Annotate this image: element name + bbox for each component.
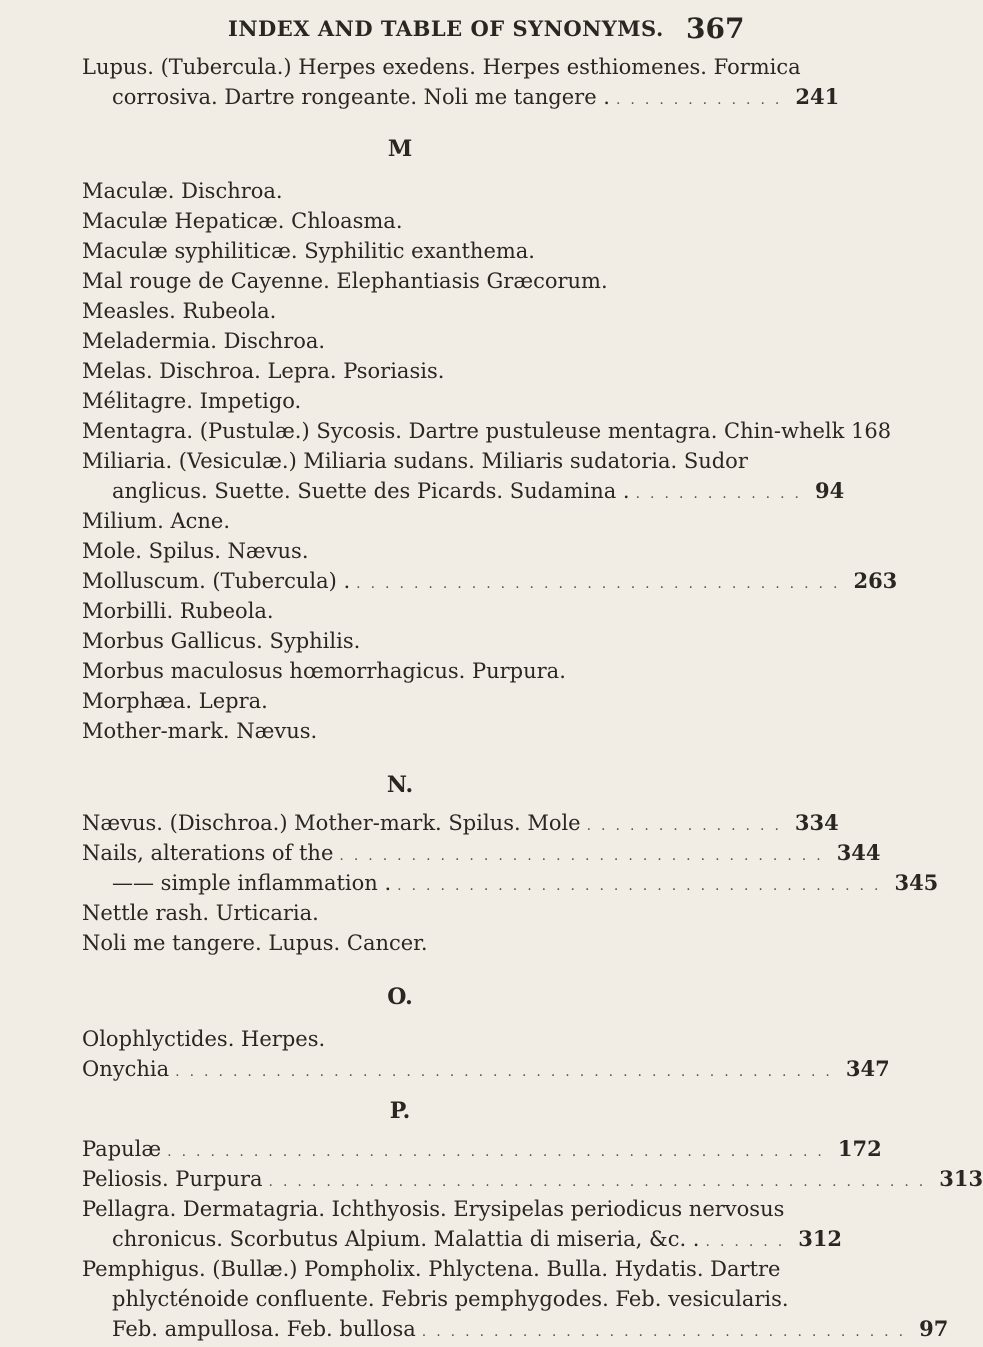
index-entry: Milium. Acne. [82, 509, 230, 533]
index-entry: Morbus maculosus hœmorrhagicus. Purpura. [82, 659, 566, 683]
index-entry: chronicus. Scorbutus Alpium. Malattia di miseria, &c. . ...... 312 [112, 1226, 843, 1251]
index-entry: Miliaria. (Vesiculæ.) Miliaria sudans. Miliaris sudatoria. Sudor [82, 449, 748, 473]
index-entry: Pemphigus. (Bullæ.) Pompholix. Phlyctena. Bulla. Hydatis. Dartre [82, 1257, 781, 1281]
index-entry: Morbilli. Rubeola. [82, 599, 274, 623]
page-number: 367 [686, 12, 745, 45]
index-entry: Lupus. (Tubercula.) Herpes exedens. Herpes esthiomenes. Formica [82, 55, 801, 79]
index-entry: Nails, alterations of the .................................. 344 [82, 840, 881, 865]
running-title: INDEX AND TABLE OF SYNONYMS. [228, 16, 664, 41]
index-entry: Maculæ Hepaticæ. Chloasma. [82, 209, 403, 233]
index-entry: Morphæa. Lepra. [82, 689, 268, 713]
index-entry: Mal rouge de Cayenne. Elephantiasis Græcorum. [82, 269, 608, 293]
index-entry: Mother-mark. Nævus. [82, 719, 318, 743]
index-entry: Feb. ampullosa. Feb. bullosa .................................. 97 [112, 1316, 949, 1341]
section-letter-n: N. [386, 772, 414, 798]
index-entry: Olophlyctides. Herpes. [82, 1027, 326, 1051]
index-entry: Papulæ .............................................. 172 [82, 1136, 882, 1161]
running-head [0, 10, 800, 50]
index-entry: Mélitagre. Impetigo. [82, 389, 302, 413]
section-letter-m: M [387, 136, 413, 162]
index-entry: Morbus Gallicus. Syphilis. [82, 629, 361, 653]
index-entry: Molluscum. (Tubercula) . .................................. 263 [82, 568, 898, 593]
index-entry: Peliosis. Purpura .............................................. 313 [82, 1166, 983, 1191]
index-entry: Maculæ. Dischroa. [82, 179, 283, 203]
index-entry: Maculæ syphiliticæ. Syphilitic exanthema. [82, 239, 535, 263]
index-entry: Measles. Rubeola. [82, 299, 277, 323]
index-entry: Meladermia. Dischroa. [82, 329, 326, 353]
index-entry: Melas. Dischroa. Lepra. Psoriasis. [82, 359, 445, 383]
index-entry: corrosiva. Dartre rongeante. Noli me tangere . ............ 241 [112, 84, 840, 109]
index-entry: Onychia .............................................. 347 [82, 1056, 890, 1081]
index-entry: Mentagra. (Pustulæ.) Sycosis. Dartre pustuleuse mentagra. Chin-whelk 168 [82, 419, 892, 443]
index-entry: anglicus. Suette. Suette des Picards. Sudamina . ............ 94 [112, 478, 845, 503]
index-entry: Pellagra. Dermatagria. Ichthyosis. Erysipelas periodicus nervosus [82, 1197, 785, 1221]
index-entry: Noli me tangere. Lupus. Cancer. [82, 931, 428, 955]
index-entry: Nævus. (Dischroa.) Mother-mark. Spilus. Mole .............. 334 [82, 810, 839, 835]
index-entry: Nettle rash. Urticaria. [82, 901, 319, 925]
index-entry: —— simple inflammation . .................................. 345 [112, 870, 939, 895]
index-entry: Mole. Spilus. Nævus. [82, 539, 309, 563]
section-letter-p: P. [389, 1098, 411, 1124]
index-entry: phlycténoide confluente. Febris pemphygodes. Feb. vesicularis. [112, 1287, 789, 1311]
section-letter-o: O. [387, 984, 413, 1010]
